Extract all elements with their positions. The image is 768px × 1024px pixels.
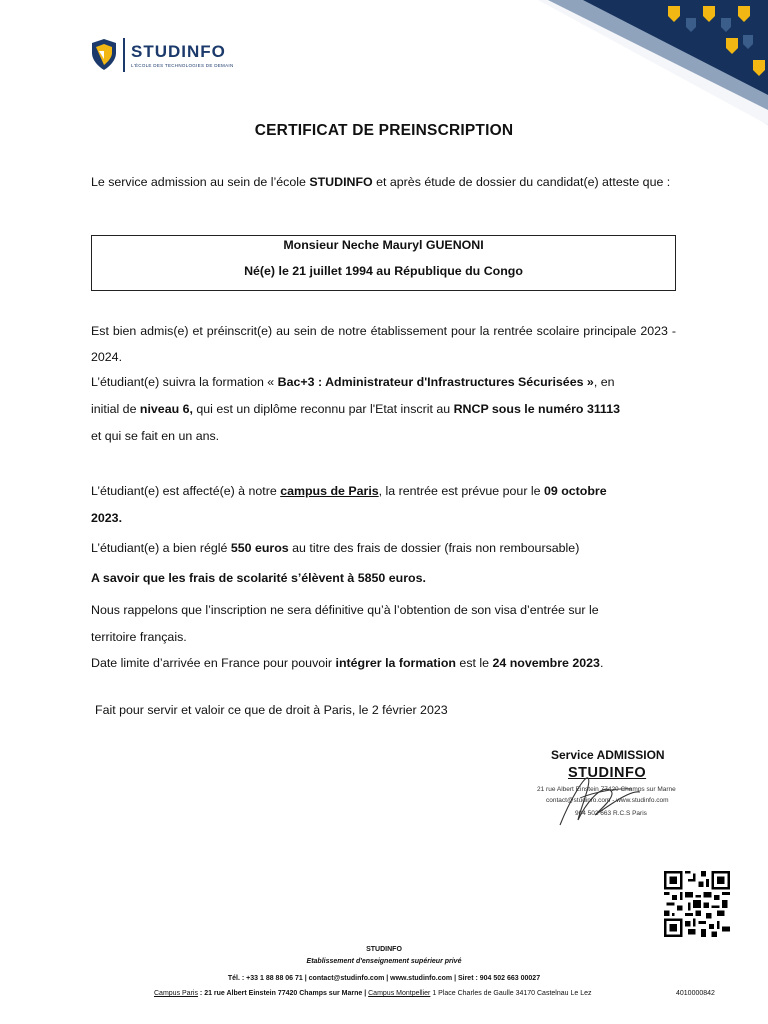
footer-code: 4010000842: [676, 990, 715, 997]
fees-line: [91, 541, 681, 555]
deadline-line: [91, 656, 681, 670]
footer-campuses: [154, 990, 591, 997]
deadline-formation: intégrer la formation: [335, 656, 456, 670]
deadline-period: .: [599, 656, 604, 670]
formation-level: niveau 6,: [139, 402, 193, 416]
stamp-name: STUDINFO: [568, 765, 647, 781]
visa-line-2: territoire français.: [91, 630, 187, 644]
stamp-address: 21 rue Albert Einstein 77420 Champs sur Marne: [537, 786, 676, 793]
intro-paragraph: [91, 174, 676, 191]
campus-year: 2023.: [91, 511, 123, 525]
footer-subtitle: Etablissement d'enseignement supérieur privé: [306, 958, 462, 965]
handwritten-signature: [540, 770, 660, 830]
formation-line-1: [91, 375, 681, 389]
fees-text: L’étudiant(e) a bien réglé: [91, 541, 231, 555]
qr-code-icon: [664, 871, 730, 937]
student-name: Monsieur Neche Mauryl GUENONI: [283, 238, 484, 252]
done-line: Fait pour servir et valoir ce que de droit à Paris, le 2 février 2023: [95, 703, 448, 717]
stamp-contact: contact@studinfo.com - www.studinfo.com: [546, 797, 669, 804]
footer-campus-montpellier-label: Campus Montpellier: [368, 990, 431, 997]
footer-campus-paris-label: Campus Paris: [154, 990, 198, 997]
identity-box: [91, 235, 676, 291]
intro-text-end: et après étude de dossier du candidat(e) atteste que :: [372, 175, 671, 189]
fees-text-end: au titre des frais de dossier (frais non remboursable): [288, 541, 580, 555]
campus-text: L’étudiant(e) est affecté(e) à notre: [91, 484, 281, 498]
document-title: CERTIFICAT DE PREINSCRIPTION: [254, 122, 514, 139]
campus-name: campus de Paris: [280, 484, 379, 498]
stamp-rcs: 904 502 663 R.C.S Paris: [575, 810, 647, 817]
tuition-text: A savoir que les frais de scolarité s’élèvent à 5850 euros.: [91, 571, 426, 585]
footer-campus-montpellier: 1 Place Charles de Gaulle 34170 Castelnau Le Lez: [430, 990, 592, 997]
intro-school: STUDINFO: [309, 175, 373, 189]
deadline-date: 24 novembre 2023: [492, 656, 600, 670]
formation-level-text: initial de: [91, 402, 140, 416]
formation-line-3: et qui se fait en un ans.: [91, 429, 220, 443]
logo-divider: [123, 38, 125, 72]
campus-text-mid: , la rentrée est prévue pour le: [378, 484, 544, 498]
formation-name: Bac+3 : Administrateur d'Infrastructures Sécurisées »: [277, 375, 594, 389]
fees-amount: 550 euros: [230, 541, 289, 555]
deadline-text: Date limite d’arrivée en France pour pouvoir: [91, 656, 336, 670]
admission-paragraph: Est bien admis(e) et préinscrit(e) au sein de notre établissement pour la rentrée scolaire principale 2023 - 2024.: [91, 324, 676, 364]
logo-tagline: L'ÉCOLE DES TECHNOLOGIES DE DEMAIN: [131, 62, 234, 68]
corner-decoration: [538, 0, 768, 125]
campus-line-2: [91, 511, 681, 525]
footer-contact: Tél. : +33 1 88 88 06 71 | contact@studinfo.com | www.studinfo.com | Siret : 904 502 663 00027: [227, 975, 541, 982]
tuition-line: [91, 571, 681, 585]
footer-name: STUDINFO: [366, 946, 402, 953]
formation-rncp: RNCP sous le numéro 31113: [453, 402, 621, 416]
studinfo-logo: [90, 38, 234, 72]
shield-logo-icon: [90, 39, 118, 71]
campus-line-1: [91, 484, 681, 498]
visa-line-1: Nous rappelons que l’inscription ne sera définitive qu’à l’obtention de son visa d’entrée sur le: [91, 603, 599, 617]
deadline-text-mid: est le: [455, 656, 493, 670]
signature-title: Service ADMISSION: [551, 748, 665, 762]
formation-text-end: , en: [593, 375, 615, 389]
formation-text: L’étudiant(e) suivra la formation «: [91, 375, 278, 389]
campus-date: 09 octobre: [543, 484, 607, 498]
intro-text: Le service admission au sein de l’école: [91, 175, 310, 189]
formation-rncp-text: qui est un diplôme reconnu par l'Etat inscrit au: [192, 402, 454, 416]
logo-name: STUDINFO: [131, 41, 226, 61]
student-birth: Né(e) le 21 juillet 1994 au République du Congo: [244, 264, 523, 278]
formation-line-2: [91, 402, 681, 416]
footer-campus-paris: : 21 rue Albert Einstein 77420 Champs sur Marne |: [197, 990, 369, 997]
